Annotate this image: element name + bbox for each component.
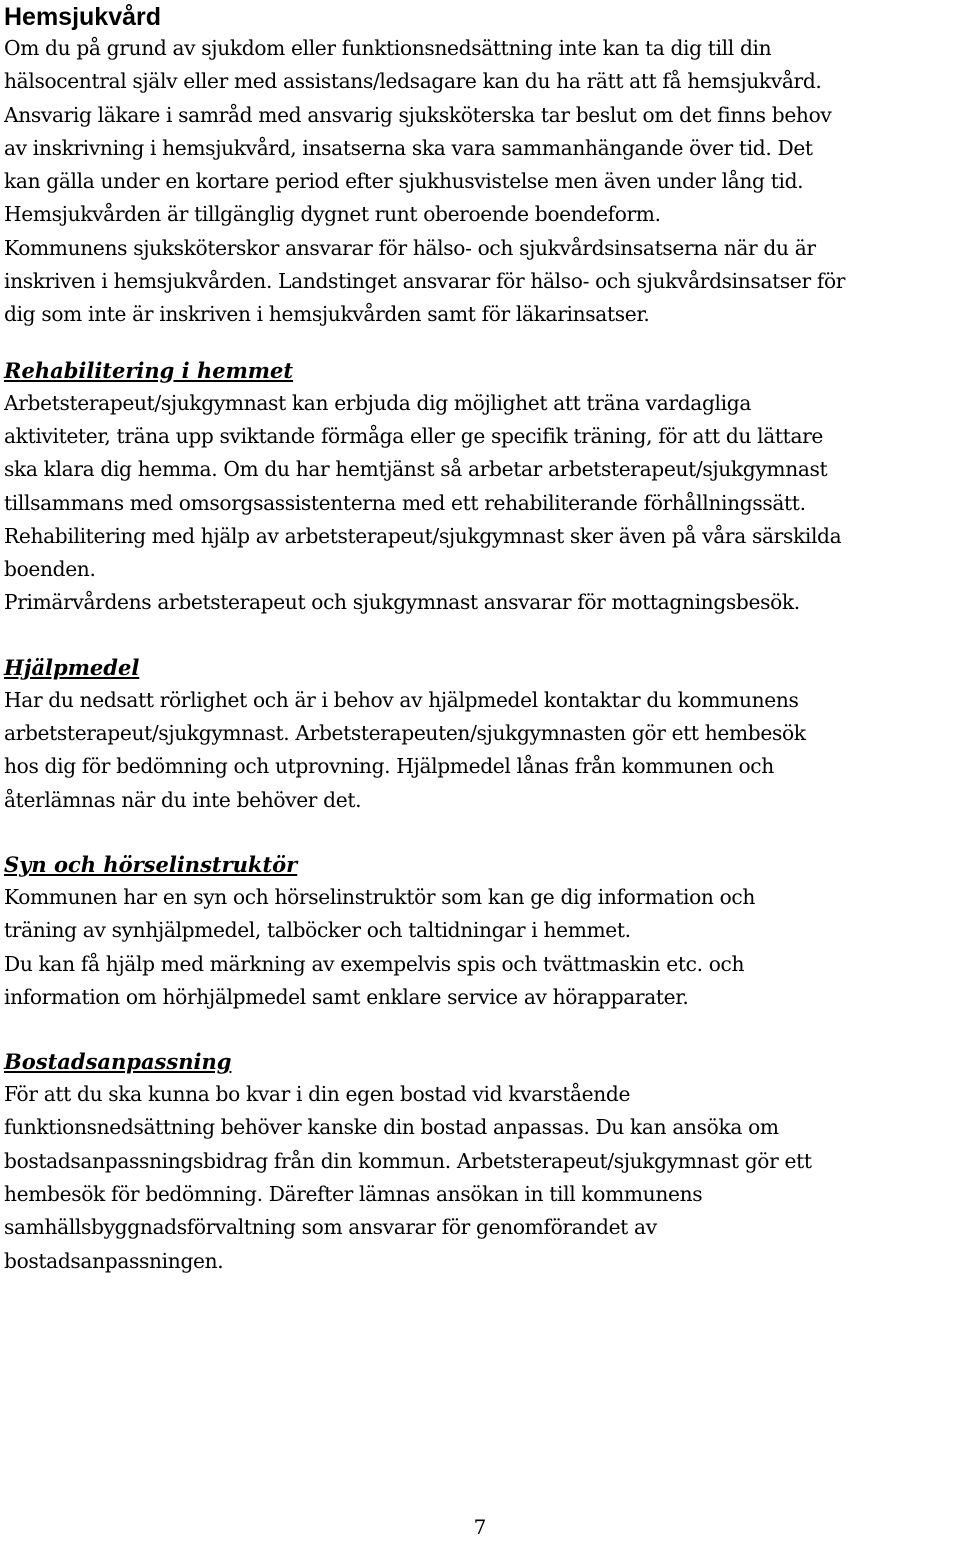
text-line: boenden. [4, 557, 96, 582]
heading-bostadsanpassning: Bostadsanpassning [4, 1049, 232, 1075]
text-line: Om du på grund av sjukdom eller funktionsnedsättning inte kan ta dig till din [4, 36, 772, 60]
section-syn-horsel [4, 848, 956, 1014]
text-line: återlämnas när du inte behöver det. [4, 787, 362, 812]
paragraph-rehabilitering [4, 387, 956, 620]
text-line: ska klara dig hemma. Om du har hemtjänst så arbetar arbetsterapeut/sjukgymnast [4, 457, 828, 482]
text-line: hos dig för bedömning och utprovning. Hjälpmedel lånas från kommunen och [4, 754, 774, 779]
text-line: tillsammans med omsorgsassistenterna med ett rehabiliterande förhållningssätt. [4, 490, 806, 515]
text-line: dig som inte är inskriven i hemsjukvården samt för läkarinsatser. [4, 302, 650, 327]
text-line: funktionsnedsättning behöver kanske din bostad anpassas. Du kan ansöka om [4, 1115, 779, 1140]
text-line: kan gälla under en kortare period efter sjukhusvistelse men även under lång tid. [4, 169, 804, 194]
text-line: Ansvarig läkare i samråd med ansvarig sjuksköterska tar beslut om det finns behov [4, 102, 832, 127]
text-line: Kommunen har en syn och hörselinstruktör som kan ge dig information och [4, 884, 756, 909]
text-line: Har du nedsatt rörlighet och är i behov av hjälpmedel kontaktar du kommunens [4, 687, 799, 712]
section-spacer [4, 1014, 956, 1045]
section-rehabilitering [4, 354, 956, 620]
section-spacer [4, 817, 956, 848]
text-line: Arbetsterapeut/sjukgymnast kan erbjuda dig möjlighet att träna vardagliga [4, 390, 752, 415]
section-hemsjukvard [4, 2, 956, 332]
heading-syn-horsel: Syn och hörselinstruktör [4, 851, 298, 877]
text-line: Du kan få hjälp med märkning av exempelvis spis och tvättmaskin etc. och [4, 951, 745, 976]
text-line: av inskrivning i hemsjukvård, insatserna ska vara sammanhängande över tid. Det [4, 135, 813, 160]
text-line: inskriven i hemsjukvården. Landstinget ansvarar för hälso- och sjukvårdsinsatser för [4, 269, 846, 294]
paragraph-syn-horsel [4, 881, 956, 1014]
heading-rehabilitering: Rehabilitering i hemmet [4, 357, 294, 383]
section-bostadsanpassning [4, 1045, 956, 1278]
section-spacer [4, 332, 956, 354]
text-line: bostadsanpassningen. [4, 1248, 224, 1273]
text-line: Primärvårdens arbetsterapeut och sjukgymnast ansvarar för mottagningsbesök. [4, 590, 800, 615]
text-line: Kommunens sjuksköterskor ansvarar för hälso- och sjukvårdsinsatserna när du är [4, 235, 816, 260]
heading-hjalpmedel: Hjälpmedel [4, 654, 140, 680]
document-page [4, 0, 956, 1278]
text-line: samhällsbyggnadsförvaltning som ansvarar för genomförandet av [4, 1215, 657, 1240]
paragraph-bostadsanpassning [4, 1078, 956, 1278]
paragraph-hemsjukvard [4, 32, 956, 332]
text-line: hembesök för bedömning. Därefter lämnas ansökan in till kommunens [4, 1182, 703, 1207]
text-line: För att du ska kunna bo kvar i din egen bostad vid kvarstående [4, 1082, 631, 1107]
heading-hemsjukvard: Hemsjukvård [4, 3, 162, 31]
paragraph-hjalpmedel [4, 684, 956, 817]
text-line: hälsocentral själv eller med assistans/ledsagare kan du ha rätt att få hemsjukvård. [4, 69, 822, 94]
text-line: Rehabilitering med hjälp av arbetsterapeut/sjukgymnast sker även på våra särskilda [4, 523, 842, 548]
text-line: bostadsanpassningsbidrag från din kommun. Arbetsterapeut/sjukgymnast gör ett [4, 1148, 812, 1173]
text-line: information om hörhjälpmedel samt enklare service av hörapparater. [4, 984, 689, 1009]
page-number: 7 [473, 1515, 487, 1539]
section-spacer [4, 620, 956, 651]
section-hjalpmedel [4, 651, 956, 817]
text-line: träning av synhjälpmedel, talböcker och taltidningar i hemmet. [4, 918, 631, 943]
text-line: arbetsterapeut/sjukgymnast. Arbetsterapeuten/sjukgymnasten gör ett hembesök [4, 721, 806, 746]
text-line: Hemsjukvården är tillgänglig dygnet runt oberoende boendeform. [4, 202, 661, 227]
text-line: aktiviteter, träna upp sviktande förmåga eller ge specifik träning, för att du lättare [4, 423, 824, 448]
